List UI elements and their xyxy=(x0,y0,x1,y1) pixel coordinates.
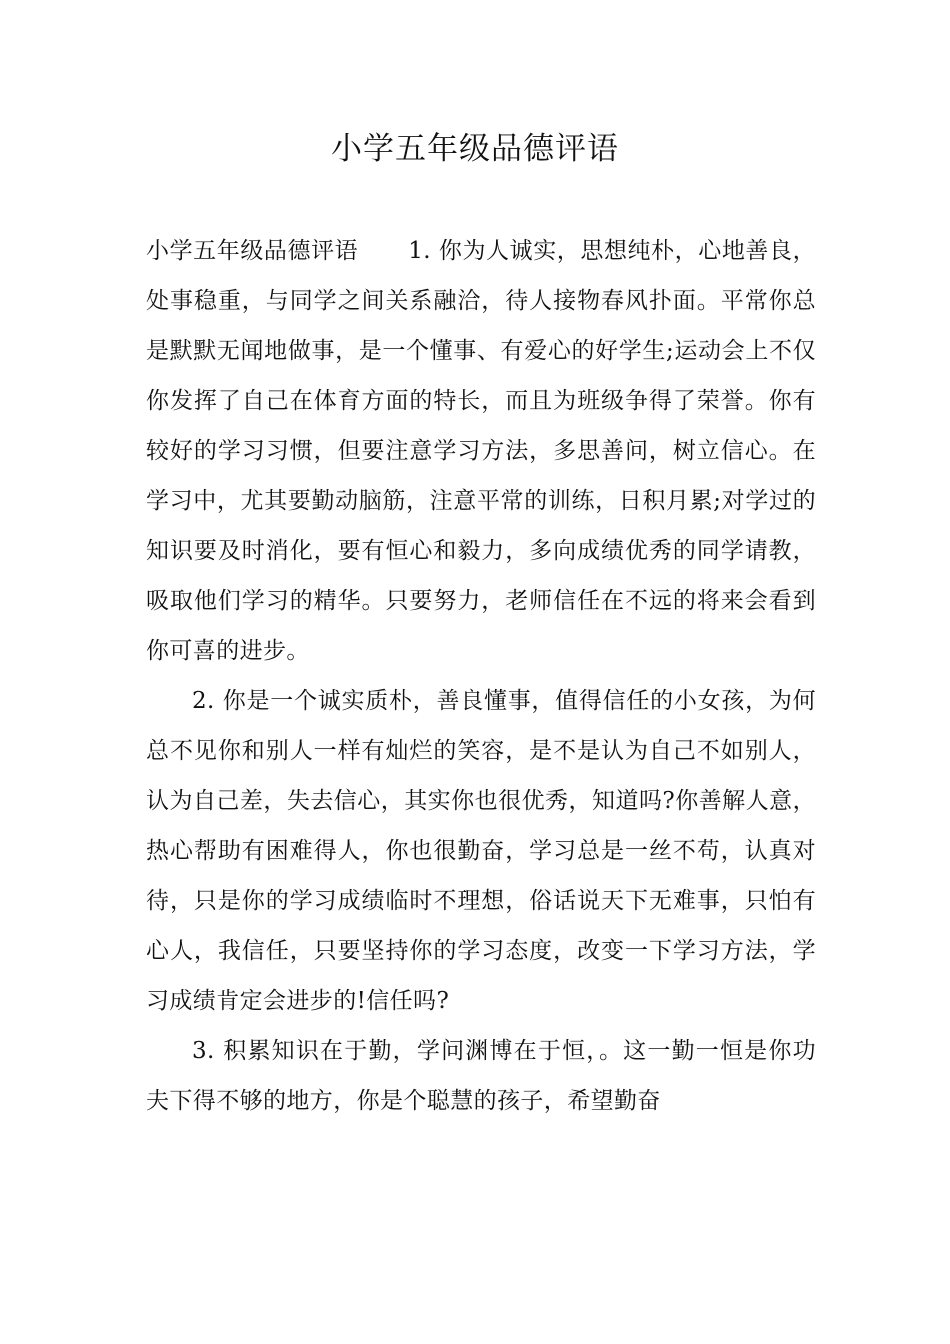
document-body xyxy=(146,226,816,1126)
intro-label: 小学五年级品德评语 xyxy=(146,238,359,264)
paragraph-1-text: 1. 你为人诚实，思想纯朴，心地善良，处事稳重，与同学之间关系融洽，待人接物春风扑面。平常你总是默默无闻地做事，是一个懂事、有爱心的好学生;运动会上不仅你发挥了自己在体育方面的特长，而且为班级争得了荣誉。你有较好的学习习惯，但要注意学习方法，多思善问，树立信心。在学习中，尤其要勤动脑筋，注意平常的训练，日积月累;对学过的知识要及时消化，要有恒心和毅力，多向成绩优秀的同学请教，吸取他们学习的精华。只要努力，老师信任在不远的将来会看到你可喜的进步。 xyxy=(146,238,816,664)
paragraph-3: 3. 积累知识在于勤，学问渊博在于恒，。这一勤一恒是你功夫下得不够的地方，你是个聪慧的孩子，希望勤奋 xyxy=(146,1038,816,1114)
paragraph-1 xyxy=(146,226,816,676)
paragraph-2: 2. 你是一个诚实质朴，善良懂事，值得信任的小女孩，为何总不见你和别人一样有灿烂的笑容，是不是认为自己不如别人，认为自己差，失去信心，其实你也很优秀，知道吗?你善解人意，热心帮助有困难得人，你也很勤奋，学习总是一丝不苟，认真对待，只是你的学习成绩临时不理想，俗话说天下无难事，只怕有心人，我信任，只要坚持你的学习态度，改变一下学习方法，学习成绩肯定会进步的!信任吗? xyxy=(146,688,816,1014)
page-title: 小学五年级品德评语 xyxy=(331,131,619,167)
